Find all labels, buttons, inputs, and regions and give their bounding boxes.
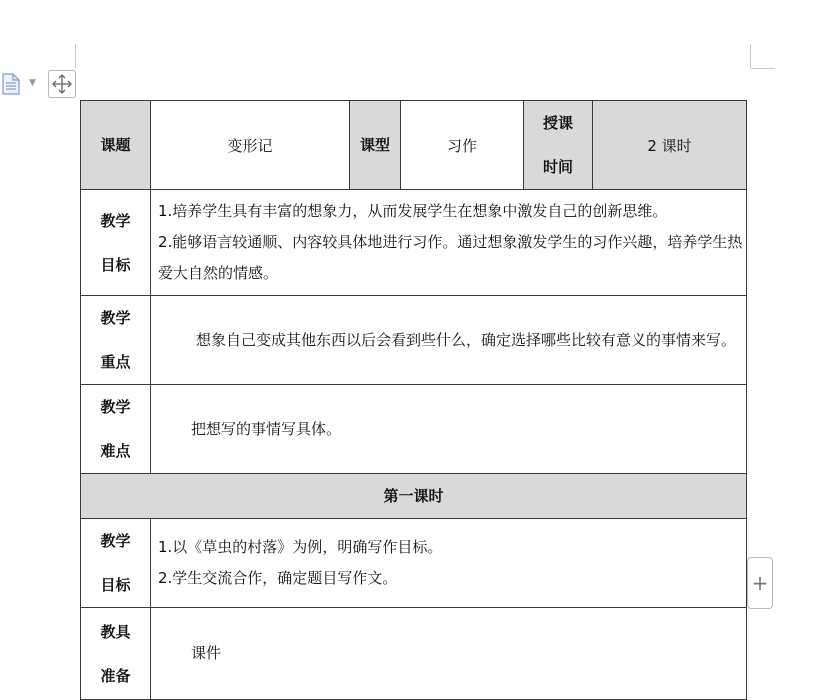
row-label [81, 296, 151, 385]
row-label-line2: 目标 [100, 255, 131, 274]
table-row [81, 519, 747, 608]
section-title: 第一课时 [81, 474, 747, 519]
chevron-down-icon[interactable]: ▼ [29, 78, 36, 88]
goals-cell[interactable] [151, 190, 747, 296]
materials-cell[interactable]: 课件 [151, 608, 747, 700]
row-label-line2: 准备 [100, 666, 131, 685]
page-corner-mark-right-horizontal [751, 68, 775, 69]
row-label [81, 190, 151, 296]
goal-line: 1.以《草虫的村落》为例，明确写作目标。 [158, 538, 443, 556]
row-label-line1: 教学 [100, 398, 131, 416]
goal-line: 2.能够语言较通顺、内容较具体地进行习作。通过想象激发学生的习作兴趣，培养学生热爱大自然的情感。 [158, 233, 743, 282]
topic-label: 课题 [81, 101, 151, 190]
time-label [524, 101, 593, 190]
lesson-plan-table [80, 100, 747, 700]
key-points-cell[interactable]: 想象自己变成其他东西以后会看到些什么，确定选择哪些比较有意义的事情来写。 [151, 296, 747, 385]
time-label-line2: 时间 [542, 158, 573, 176]
row-label [81, 519, 151, 608]
goal-line: 2.学生交流合作，确定题目写作文。 [158, 569, 398, 587]
goal-line: 1.培养学生具有丰富的想象力，从而发展学生在想象中激发自己的创新思维。 [158, 202, 668, 220]
page-corner-mark-left [75, 44, 76, 68]
type-label: 课型 [350, 101, 401, 190]
topic-value[interactable]: 变形记 [151, 101, 350, 190]
header-row [81, 101, 747, 190]
row-label [81, 385, 151, 474]
row-label-line1: 教学 [100, 309, 131, 327]
plus-icon[interactable]: + [747, 557, 773, 609]
row-label-line1: 教具 [100, 622, 131, 641]
table-row [81, 190, 747, 296]
time-value[interactable]: 2 课时 [593, 101, 747, 190]
section-row [81, 474, 747, 519]
table-row [81, 296, 747, 385]
time-label-line1: 授课 [542, 114, 573, 132]
row-label-line2: 难点 [100, 442, 131, 460]
row-label-line1: 教学 [100, 532, 131, 550]
difficulties-cell[interactable]: 把想写的事情写具体。 [151, 385, 747, 474]
document-icon[interactable] [2, 73, 20, 95]
row-label-line1: 教学 [100, 211, 131, 230]
row-label-line2: 重点 [100, 353, 131, 371]
row-label-line2: 目标 [100, 576, 131, 594]
table-row [81, 385, 747, 474]
type-value[interactable]: 习作 [401, 101, 524, 190]
move-icon[interactable] [48, 70, 76, 98]
page-corner-mark-right [750, 44, 751, 68]
lesson-goals-cell[interactable] [151, 519, 747, 608]
